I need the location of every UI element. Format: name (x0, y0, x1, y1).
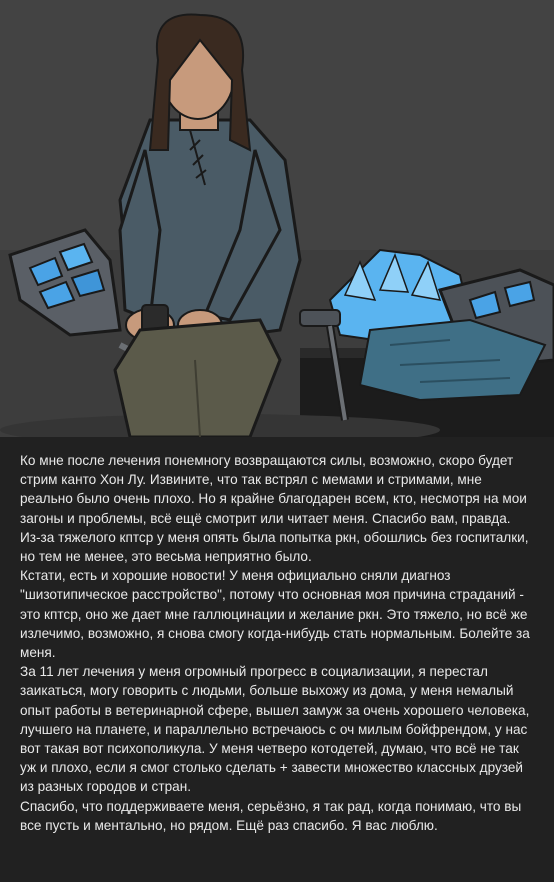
post-paragraph: Ко мне после лечения понемногу возвращаются силы, возможно, скоро будет стрим канто Хон Лу. Извините, что так встрял с мемами и стримами, мне реально было очень плохо. Но я крайне благодарен всем, кто, несмотря на мои загоны и проблемы, всё ещё смотрит или читает меня. Спасибо вам, правда. (20, 453, 527, 526)
post-paragraph: Из-за тяжелого кптср у меня опять была попытка ркн, обошлись без госпиталки, но тем не менее, это весьма неприятно было. (20, 529, 529, 565)
post-body-text (0, 437, 554, 882)
post-paragraph: Кстати, есть и хорошие новости! У меня официально сняли диагноз "шизотипическое расстройство", потому что основная моя причина страданий - это кптср, оно же дает мне галлюцинации и желание ркн. Это тяжело, но всё же излечимо, возможно, я снова смогу когда-нибудь стать нормальным. Болейте за меня. (20, 568, 530, 661)
post-illustration[interactable] (0, 0, 554, 437)
character-art-icon (0, 0, 554, 437)
post-paragraph: Спасибо, что поддерживаете меня, серьёзно, я так рад, когда понимаю, что вы все пусть и ментально, но рядом. Ещё раз спасибо. Я вас люблю. (20, 798, 522, 833)
post-paragraph: За 11 лет лечения у меня огромный прогресс в социализации, я перестал заикаться, могу говорить с людьми, больше выхожу из дома, у меня немалый опыт работы в ветеринарной сфере, вышел замуж за очень хорошего человека, лучшего на планете, и параллельно встречаюсь с оч милым бойфрендом, у нас вот такая вот психополикула. У меня четверо котодетей, думаю, что всё не так уж и плохо, если я смог столько сделать + завести множество классных друзей из разных городов и стран. (20, 664, 530, 795)
